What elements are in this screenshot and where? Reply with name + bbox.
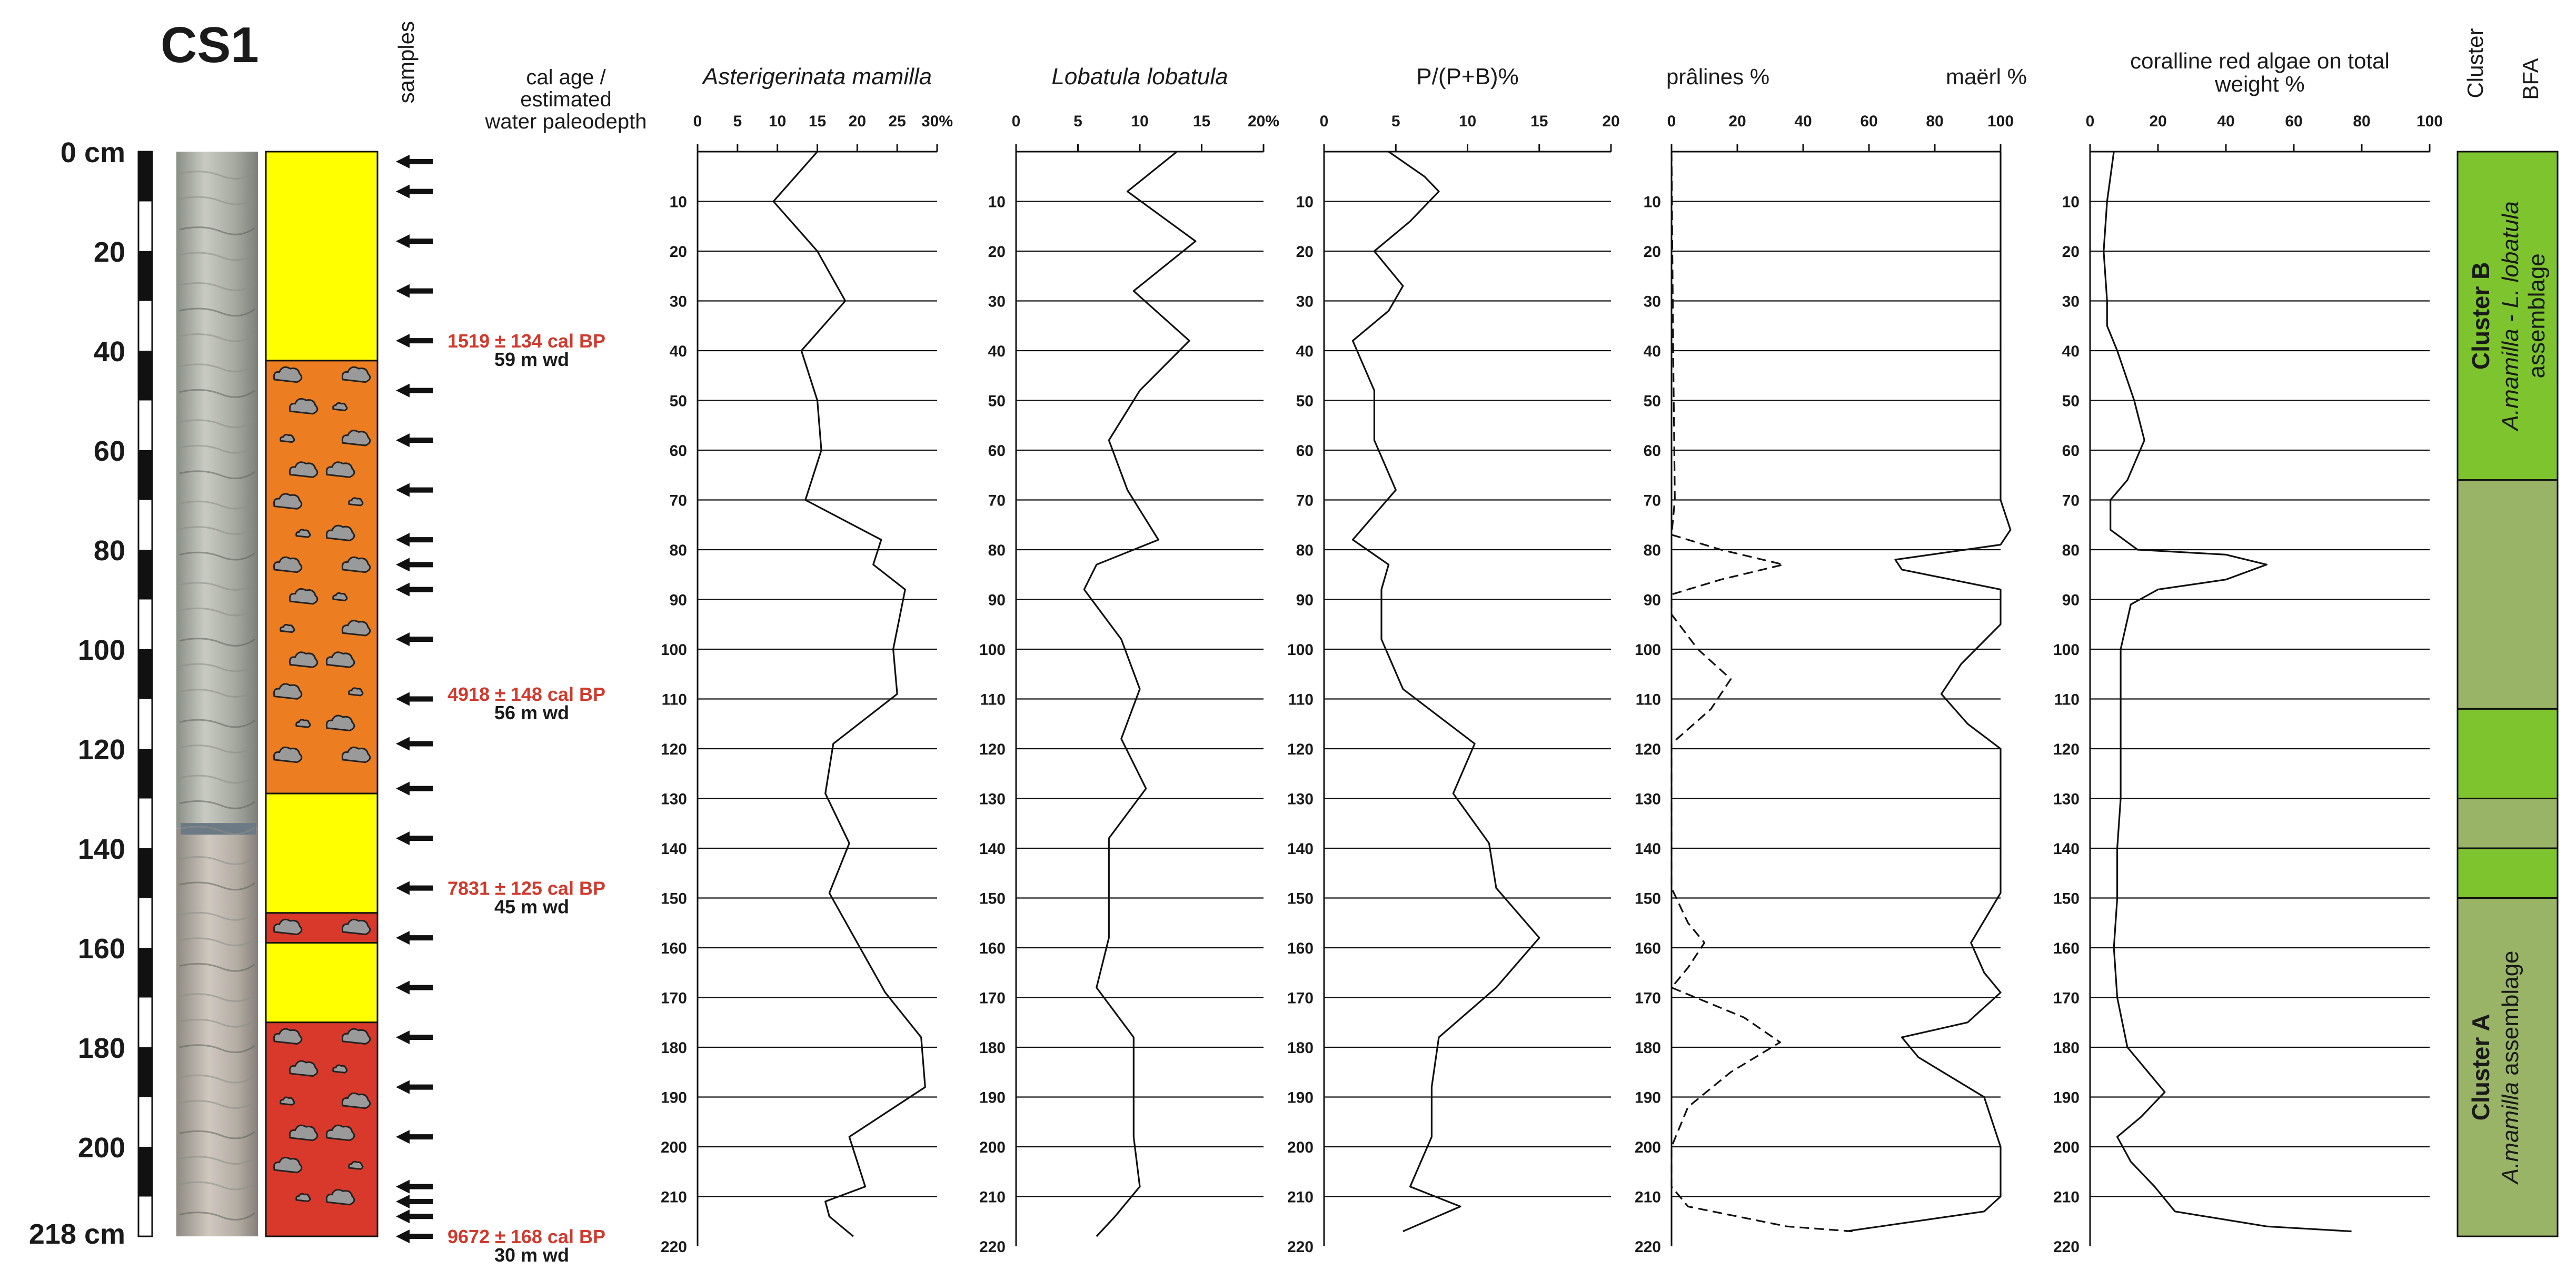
depth-tick-label: 190 [979, 1089, 1006, 1107]
x-tick-label: 80 [1926, 113, 1944, 130]
depth-tick-label: 110 [1635, 691, 1661, 709]
x-tick-label: 10 [1131, 113, 1149, 130]
depth-tick-label: 170 [979, 989, 1006, 1007]
depth-tick-label: 70 [669, 492, 687, 510]
depth-tick-label: 140 [1634, 840, 1661, 858]
x-tick-label: 15 [1192, 113, 1211, 130]
sample-arrow [396, 981, 433, 995]
depth-tick-label: 10 [988, 193, 1006, 211]
x-tick-label: 5 [1391, 113, 1400, 130]
depth-label: 60 [93, 435, 125, 467]
core-title: CS1 [161, 17, 259, 73]
depth-tick-label: 60 [1643, 442, 1661, 460]
depth-tick-label: 10 [1296, 193, 1314, 211]
depth-label: 180 [77, 1033, 125, 1064]
water-depth-label: 30 m wd [494, 1244, 570, 1266]
sample-arrow [396, 1180, 433, 1194]
depth-tick-label: 150 [2053, 890, 2080, 908]
x-tick-label: 40 [1794, 113, 1812, 130]
samples-header: samples [394, 21, 419, 104]
cluster-sublabel-normal: assemblage [2498, 950, 2523, 1082]
x-tick-label: 100 [1987, 113, 2014, 130]
depth-scale-segment [138, 1047, 152, 1097]
depth-tick-label: 170 [660, 989, 687, 1007]
sample-arrow [396, 1195, 433, 1208]
depth-tick-label: 40 [988, 343, 1006, 360]
depth-tick-label: 80 [1643, 542, 1661, 559]
x-tick-label: 0 [1667, 113, 1676, 130]
x-tick-label: 20 [848, 113, 867, 130]
depth-tick-label: 180 [660, 1039, 687, 1057]
lithology-unit [266, 361, 377, 793]
age-header-line: estimated [520, 88, 612, 111]
x-tick-label: 0 [2085, 113, 2095, 130]
depth-tick-label: 180 [1287, 1039, 1314, 1057]
depth-tick-label: 50 [1296, 392, 1314, 410]
sample-arrow [396, 334, 433, 348]
panel [979, 64, 1279, 1256]
depth-scale-segment [138, 948, 152, 998]
depth-tick-label: 190 [2053, 1089, 2080, 1107]
depth-scale-segment [138, 351, 152, 401]
age-header-line: water paleodepth [485, 110, 647, 133]
x-tick-label: 80 [2353, 113, 2371, 130]
depth-tick-label: 10 [669, 193, 687, 211]
series-line [2104, 152, 2352, 1232]
depth-scale-segment [138, 152, 152, 202]
depth-tick-label: 100 [660, 641, 687, 659]
depth-scale-segment [138, 749, 152, 799]
depth-label: 200 [77, 1132, 125, 1164]
sample-arrow [396, 881, 433, 895]
depth-tick-label: 90 [2062, 591, 2080, 609]
water-depth-label: 59 m wd [494, 349, 570, 371]
depth-tick-label: 110 [1288, 691, 1314, 709]
depth-tick-label: 180 [979, 1039, 1006, 1057]
depth-tick-label: 190 [660, 1089, 687, 1107]
sample-arrow [396, 692, 433, 706]
depth-tick-label: 220 [979, 1238, 1006, 1256]
cluster-sublabel-line2: assemblage [2524, 253, 2550, 379]
series-line-dashed [1672, 152, 1853, 1232]
depth-tick-label: 160 [660, 940, 687, 957]
x-tick-label: 15 [1530, 113, 1548, 130]
age-label: 7831 ± 125 cal BP [447, 877, 605, 899]
depth-label: 140 [77, 834, 125, 865]
sample-arrow [396, 1080, 433, 1094]
core-photo-lower [176, 828, 258, 1236]
depth-label: 160 [77, 933, 125, 965]
x-tick-label: 0 [693, 113, 702, 130]
x-tick-label: 25 [888, 113, 906, 130]
depth-tick-label: 200 [2053, 1139, 2080, 1156]
ages-column [447, 66, 647, 1266]
depth-tick-label: 180 [2053, 1039, 2080, 1057]
water-depth-label: 45 m wd [494, 896, 570, 918]
x-tick-label: 40 [2217, 113, 2235, 130]
depth-tick-label: 20 [2062, 243, 2080, 261]
depth-tick-label: 100 [1634, 641, 1661, 659]
depth-tick-label: 70 [1296, 492, 1314, 510]
age-label: 4918 ± 148 cal BP [447, 683, 605, 706]
cluster-band [2458, 848, 2558, 898]
depth-tick-label: 140 [979, 840, 1006, 858]
depth-scale-segment [138, 450, 152, 500]
depth-tick-label: 130 [660, 790, 687, 808]
depth-tick-label: 40 [2062, 343, 2080, 360]
panel [1635, 64, 2027, 1256]
bfa-header: BFA [2518, 58, 2543, 100]
depth-tick-label: 70 [988, 492, 1006, 510]
depth-tick-label: 100 [979, 641, 1006, 659]
panel-title: coralline red algae on total [2130, 48, 2390, 73]
depth-tick-label: 30 [988, 293, 1006, 311]
depth-tick-label: 90 [669, 591, 687, 609]
panel-title: Asterigerinata mamilla [702, 64, 932, 90]
x-tick-label: 10 [768, 113, 787, 130]
depth-tick-label: 150 [979, 890, 1006, 908]
sample-arrow [396, 1209, 433, 1223]
sample-arrow [396, 1130, 433, 1144]
depth-tick-label: 120 [979, 741, 1006, 758]
depth-tick-label: 100 [2053, 641, 2080, 659]
depth-tick-label: 90 [1643, 591, 1661, 609]
depth-tick-label: 140 [1287, 840, 1314, 858]
depth-tick-label: 80 [1296, 542, 1314, 559]
depth-tick-label: 110 [661, 691, 687, 709]
depth-tick-label: 60 [669, 442, 687, 460]
depth-scale-segment [138, 251, 152, 301]
depth-scale-segment [138, 550, 152, 600]
depth-tick-label: 140 [660, 840, 687, 858]
depth-tick-label: 110 [2054, 691, 2080, 709]
x-tick-label: 30% [921, 113, 953, 130]
series-line [1353, 152, 1539, 1232]
sample-arrow [396, 284, 433, 298]
depth-tick-label: 180 [1634, 1039, 1661, 1057]
age-label: 9672 ± 168 cal BP [447, 1226, 605, 1248]
sample-arrow [396, 831, 433, 845]
depth-tick-label: 160 [2053, 940, 2080, 957]
depth-tick-label: 160 [979, 940, 1006, 957]
sample-arrow [396, 558, 433, 571]
panel-title-left: prâlines % [1666, 64, 1770, 89]
depth-tick-label: 20 [988, 243, 1006, 261]
depth-tick-label: 170 [1634, 989, 1661, 1007]
cluster-sublabel [2498, 201, 2523, 432]
depth-tick-label: 110 [980, 691, 1006, 709]
depth-tick-label: 130 [2053, 790, 2080, 808]
sample-arrow [396, 583, 433, 597]
depth-tick-label: 150 [660, 890, 687, 908]
depth-tick-label: 140 [2053, 840, 2080, 858]
depth-tick-label: 50 [1643, 392, 1661, 410]
depth-tick-label: 120 [1634, 741, 1661, 758]
depth-tick-label: 210 [1287, 1188, 1314, 1206]
cluster-label: Cluster A [2467, 1014, 2494, 1121]
depth-tick-label: 30 [1296, 293, 1314, 311]
depth-tick-label: 120 [660, 741, 687, 758]
panel-title: P/(P+B)% [1416, 64, 1519, 90]
panel [661, 64, 953, 1256]
depth-tick-label: 60 [2062, 442, 2080, 460]
depth-tick-label: 20 [1643, 243, 1661, 261]
sample-arrow [396, 155, 433, 168]
panel-title-right: maërl % [1945, 64, 2027, 89]
depth-tick-label: 90 [1296, 591, 1314, 609]
depth-tick-label: 120 [1287, 741, 1314, 758]
sample-arrow [396, 1229, 433, 1243]
depth-tick-label: 40 [669, 343, 687, 360]
sample-arrow [396, 737, 433, 751]
sample-arrow [396, 384, 433, 398]
cluster-sublabel-italic: A.mamilla [2498, 1082, 2523, 1184]
depth-label: 40 [93, 336, 125, 368]
depth-label: 20 [93, 236, 125, 268]
depth-tick-label: 70 [2062, 492, 2080, 510]
depth-tick-label: 220 [1634, 1238, 1661, 1256]
core-photo [176, 152, 258, 1236]
depth-tick-label: 10 [1643, 193, 1661, 211]
proxy-panels [661, 48, 2443, 1256]
depth-tick-label: 210 [2053, 1188, 2080, 1206]
x-tick-label: 0 [1319, 113, 1329, 130]
depth-tick-label: 60 [988, 442, 1006, 460]
water-depth-label: 56 m wd [494, 702, 570, 724]
series-line [1846, 152, 2011, 1232]
sample-arrow [396, 931, 433, 945]
age-label: 1519 ± 134 cal BP [447, 330, 605, 352]
cluster-header: Cluster [2463, 28, 2488, 98]
x-tick-label: 60 [2285, 113, 2303, 130]
samples-column [394, 21, 433, 1243]
depth-tick-label: 40 [1643, 343, 1661, 360]
depth-label: 218 cm [28, 1218, 125, 1251]
depth-tick-label: 190 [1634, 1089, 1661, 1107]
lithology-unit [266, 793, 377, 913]
panel [2053, 48, 2443, 1256]
depth-label: 120 [77, 734, 125, 766]
depth-tick-label: 30 [2062, 293, 2080, 311]
depth-tick-label: 90 [988, 591, 1006, 609]
cluster-sublabel-italic: A.mamilla - L. lobatula [2498, 201, 2523, 431]
depth-tick-label: 120 [2053, 741, 2080, 758]
lithology-unit [266, 943, 377, 1023]
x-tick-label: 20 [2149, 113, 2167, 130]
depth-tick-label: 70 [1643, 492, 1661, 510]
depth-tick-label: 30 [1643, 293, 1661, 311]
sample-arrow [396, 782, 433, 796]
sample-arrow [396, 632, 433, 646]
depth-tick-label: 20 [1296, 243, 1314, 261]
depth-tick-label: 220 [660, 1238, 687, 1256]
depth-tick-label: 130 [1634, 790, 1661, 808]
age-header-line: cal age / [526, 66, 606, 89]
depth-tick-label: 190 [1287, 1089, 1314, 1107]
depth-tick-label: 150 [1634, 890, 1661, 908]
panel [1287, 64, 1620, 1256]
sample-arrow [396, 234, 433, 248]
x-tick-label: 100 [2416, 113, 2443, 130]
x-tick-label: 5 [733, 113, 742, 130]
lithology-unit [266, 152, 377, 361]
depth-tick-label: 40 [1296, 343, 1314, 360]
depth-tick-label: 200 [660, 1139, 687, 1156]
cluster-band [2458, 709, 2558, 798]
depth-scale-segment [138, 649, 152, 699]
cluster-sublabel [2498, 950, 2523, 1185]
depth-tick-label: 10 [2062, 193, 2080, 211]
x-tick-label: 60 [1860, 113, 1878, 130]
cluster-column [2458, 28, 2558, 1236]
depth-tick-label: 80 [669, 542, 687, 559]
depth-tick-label: 80 [988, 542, 1006, 559]
depth-tick-label: 20 [669, 243, 687, 261]
depth-label: 80 [93, 535, 125, 567]
depth-tick-label: 150 [1287, 890, 1314, 908]
x-tick-label: 10 [1458, 113, 1477, 130]
lithology-column [266, 152, 377, 1236]
series-line [773, 152, 925, 1236]
depth-tick-label: 50 [669, 392, 687, 410]
depth-tick-label: 130 [979, 790, 1006, 808]
lithology-unit [266, 1023, 377, 1236]
cluster-band [2458, 480, 2558, 709]
x-tick-label: 15 [808, 113, 827, 130]
depth-tick-label: 80 [2062, 542, 2080, 559]
depth-tick-label: 170 [1287, 989, 1314, 1007]
depth-tick-label: 220 [1287, 1238, 1314, 1256]
depth-tick-label: 60 [1296, 442, 1314, 460]
depth-tick-label: 200 [1287, 1139, 1314, 1156]
depth-tick-label: 220 [2053, 1238, 2080, 1256]
panel-title: Lobatula lobatula [1051, 64, 1228, 90]
depth-tick-label: 170 [2053, 989, 2080, 1007]
depth-tick-label: 100 [1287, 641, 1314, 659]
x-tick-label: 5 [1073, 113, 1082, 130]
x-tick-label: 20 [1602, 113, 1620, 130]
depth-tick-label: 210 [660, 1188, 687, 1206]
depth-tick-label: 160 [1287, 940, 1314, 957]
depth-tick-label: 30 [669, 293, 687, 311]
cluster-band [2458, 799, 2558, 849]
depth-tick-label: 210 [979, 1188, 1006, 1206]
sample-arrow [396, 1030, 433, 1044]
cluster-label: Cluster B [2467, 262, 2494, 370]
sample-arrow [396, 433, 433, 447]
depth-tick-label: 130 [1287, 790, 1314, 808]
panel-title: weight % [2215, 72, 2305, 96]
sample-arrow [396, 533, 433, 547]
depth-scale-segment [138, 848, 152, 898]
x-tick-label: 20 [1728, 113, 1746, 130]
series-line [1084, 152, 1196, 1236]
depth-label: 100 [77, 634, 125, 666]
depth-tick-label: 50 [2062, 392, 2080, 410]
depth-tick-label: 50 [988, 392, 1006, 410]
depth-tick-label: 210 [1634, 1188, 1661, 1206]
x-tick-label: 0 [1011, 113, 1021, 130]
depth-tick-label: 160 [1634, 940, 1661, 957]
sample-arrow [396, 185, 433, 199]
depth-scale [29, 137, 152, 1250]
depth-label: 0 cm [60, 137, 125, 168]
x-tick-label: 20% [1247, 113, 1280, 130]
depth-scale-segment [138, 1147, 152, 1197]
depth-tick-label: 200 [979, 1139, 1006, 1156]
depth-tick-label: 200 [1634, 1139, 1661, 1156]
sample-arrow [396, 483, 433, 497]
